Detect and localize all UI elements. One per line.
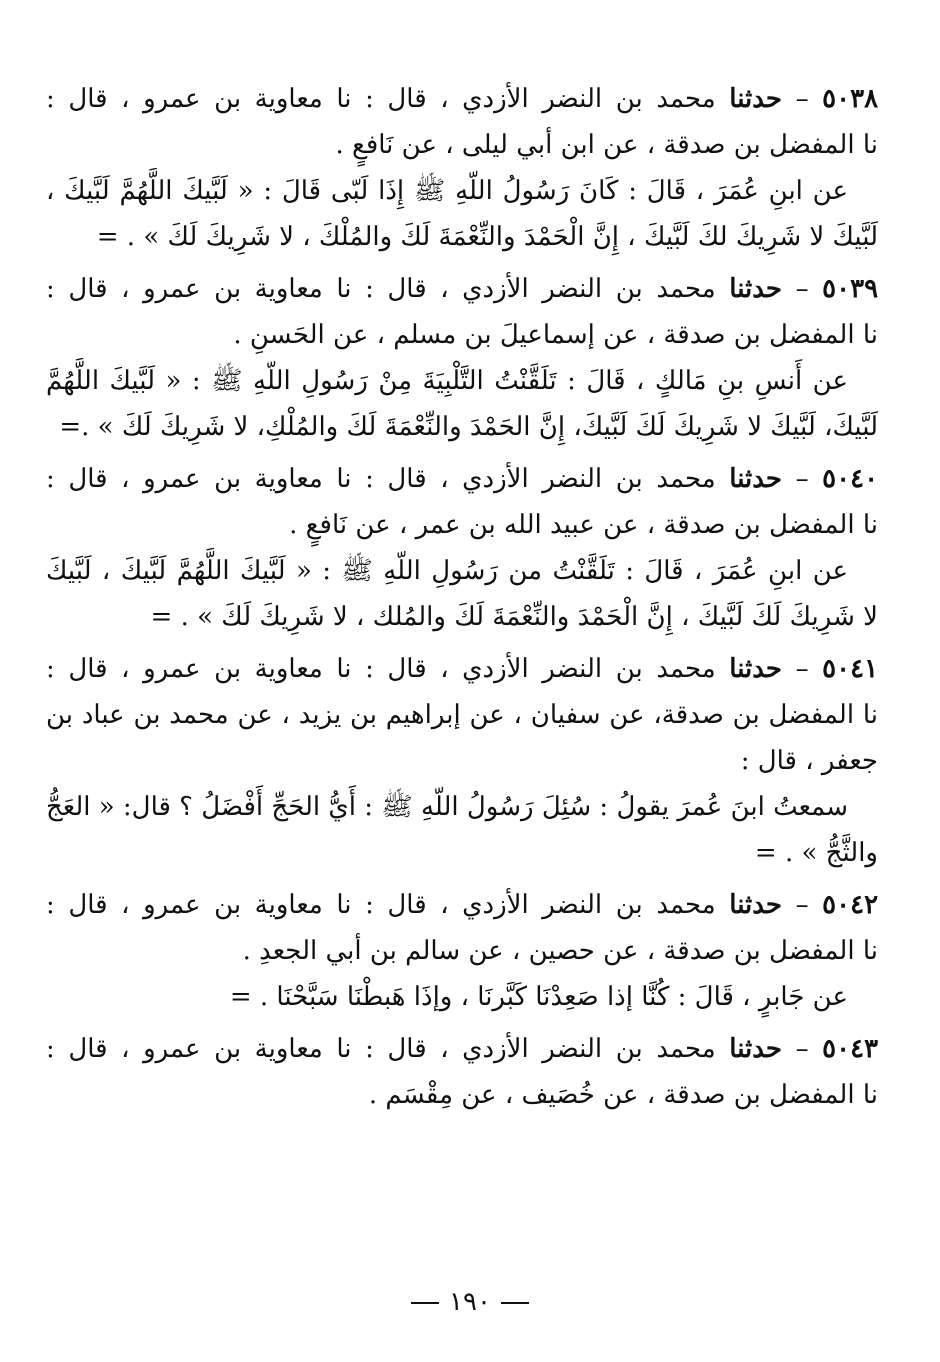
dash: – [795, 274, 809, 304]
matn-line: سمعتُ ابنَ عُمرَ يقولُ : سُئِلَ رَسُولُ اللّهِ ﷺ : أَيُّ الحَجِّ أَفْضَلُ ؟ قال: « العَجُّ [46, 792, 848, 822]
matn-line: لا شَرِيكَ لَكَ لَبَّيكَ ، إِنَّ الْحَمْدَ والنِّعْمَةَ لَكَ والمُلك ، لا شَرِيكَ لَكَ » . = [150, 602, 878, 632]
matn-line: عن ابنِ عُمَرَ ، قَالَ : تَلَقَّنْتُ من رَسُولِ اللّهِ ﷺ : « لَبَّيكَ اللَّهُمَّ لَبَّيكَ ، لَبَّيكَ [46, 556, 848, 586]
isnad-line [46, 646, 878, 692]
hadith-entry [46, 646, 878, 876]
hadith-entry [46, 456, 878, 640]
page-number [0, 1284, 940, 1320]
matn-line: والثَّجُّ » . = [754, 838, 878, 868]
haddathana-label: حدثنا [729, 84, 783, 114]
matn-line: لَبَّيكَ، لَبَّيكَ لا شَرِيكَ لَكَ لَبَّيكَ، إِنَّ الحَمْدَ والنِّعْمَةَ لَكَ والمُلْكِ، لا شَرِيكَ لَكَ » .= [59, 412, 878, 442]
page-number-rule [501, 1302, 529, 1304]
isnad-line: نا المفضل بن صدقة ، عن خُصَيف ، عن مِقْسَم . [368, 1080, 878, 1110]
dash: – [795, 84, 809, 114]
isnad-text: محمد بن النضر الأزدي ، قال : نا معاوية بن عمرو ، قال : [46, 274, 716, 304]
matn-line: عن جَابرٍ ، قَالَ : كُنَّا إذا صَعِدْنَا كَبَّرنَا ، وإذَا هَبطْنَا سَبَّحْنَا . = [229, 982, 848, 1012]
hadith-number: ٥٠٤٢ [822, 890, 878, 920]
isnad-text: محمد بن النضر الأزدي ، قال : نا معاوية بن عمرو ، قال : [46, 1034, 716, 1064]
matn-line: عن أَنسِ بنِ مَالكٍ ، قَالَ : تَلَقَّنْتُ التَّلْبِيَةَ مِنْ رَسُولِ اللّهِ ﷺ : « لَبَّيكَ اللَّهُمَّ [46, 366, 848, 396]
dash: – [795, 464, 809, 494]
matn-line: عن ابنِ عُمَرَ ، قَالَ : كَانَ رَسُولُ اللّهِ ﷺ إِذَا لَبّى قَالَ : « لَبَّيكَ اللَّهُمَّ لَبَّيكَ ، [46, 176, 848, 206]
hadith-number: ٥٠٣٩ [822, 274, 878, 304]
hadith-number: ٥٠٣٨ [822, 84, 878, 114]
isnad-line: نا المفضل بن صدقة ، عن ابن أبي ليلى ، عن نَافعٍ . [335, 130, 878, 160]
page-number-text: ١٩٠ [449, 1287, 491, 1317]
isnad-text: محمد بن النضر الأزدي ، قال : نا معاوية بن عمرو ، قال : [46, 464, 716, 494]
hadith-number: ٥٠٤٠ [822, 464, 878, 494]
haddathana-label: حدثنا [729, 464, 783, 494]
hadith-entry [46, 266, 878, 450]
isnad-line [46, 76, 878, 122]
haddathana-label: حدثنا [729, 654, 783, 684]
isnad-line [46, 456, 878, 502]
matn-line: لَبَّيكَ لا شَرِيكَ لكَ لَبَّيكَ ، إِنَّ الْحَمْدَ والنِّعْمَةَ لَكَ والمُلْكَ ، لا شَرِيكَ لَكَ » . = [96, 222, 878, 252]
hadith-number: ٥٠٤٣ [822, 1034, 878, 1064]
isnad-line: نا المفضل بن صدقة، عن سفيان ، عن إبراهيم بن يزيد ، عن محمد بن عباد بن [46, 700, 878, 730]
isnad-line: نا المفضل بن صدقة ، عن عبيد الله بن عمر ، عن نَافعٍ . [289, 510, 878, 540]
isnad-text: محمد بن النضر الأزدي ، قال : نا معاوية بن عمرو ، قال : [46, 890, 716, 920]
hadith-entry [46, 882, 878, 1020]
isnad-line: جعفر ، قال : [740, 746, 878, 776]
page-body [46, 76, 878, 1124]
haddathana-label: حدثنا [729, 274, 783, 304]
isnad-line [46, 266, 878, 312]
page-number-rule [411, 1302, 439, 1304]
isnad-line: نا المفضل بن صدقة ، عن حصين ، عن سالم بن أبي الجعدِ . [242, 936, 878, 966]
isnad-line [46, 882, 878, 928]
haddathana-label: حدثنا [729, 1034, 783, 1064]
haddathana-label: حدثنا [729, 890, 783, 920]
isnad-line [46, 1026, 878, 1072]
isnad-line: نا المفضل بن صدقة ، عن إسماعيلَ بن مسلم ، عن الحَسنِ . [233, 320, 878, 350]
isnad-text: محمد بن النضر الأزدي ، قال : نا معاوية بن عمرو ، قال : [46, 654, 716, 684]
dash: – [795, 654, 809, 684]
dash: – [795, 1034, 809, 1064]
isnad-text: محمد بن النضر الأزدي ، قال : نا معاوية بن عمرو ، قال : [46, 84, 716, 114]
hadith-entry [46, 76, 878, 260]
hadith-entry [46, 1026, 878, 1118]
hadith-number: ٥٠٤١ [822, 654, 878, 684]
dash: – [795, 890, 809, 920]
